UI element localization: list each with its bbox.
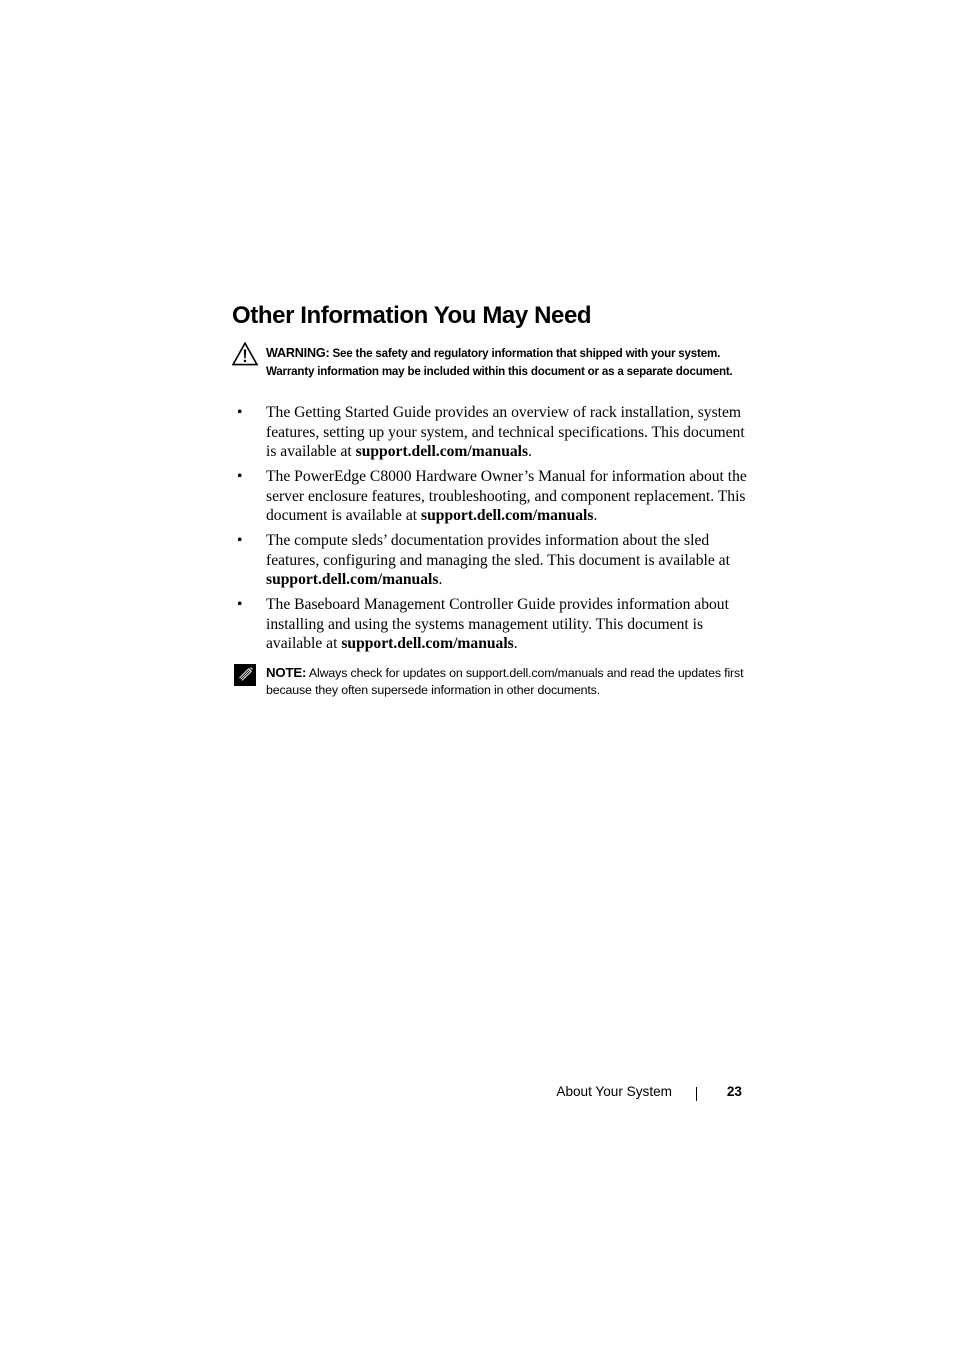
manuals-link[interactable]: support.dell.com/manuals [355,443,529,460]
footer-section-title: About Your System [556,1084,672,1099]
bullet-marker: • [237,532,243,549]
note-manuals-link[interactable]: support.dell.com/manuals [465,666,604,680]
bullet-marker: • [237,404,243,421]
list-item-period: . [593,507,598,524]
warning-triangle-icon [232,342,258,366]
note-body-start: Always check for updates on [306,666,466,680]
footer-divider [696,1087,697,1101]
warning-label: WARNING: [266,346,330,360]
list-item-period: . [528,443,532,460]
page-number: 23 [726,1084,742,1099]
page-heading: Other Information You May Need [232,302,592,329]
note-pencil-icon [234,664,256,686]
warning-text [266,345,752,381]
list-item [237,531,752,590]
list-item-period: . [438,571,443,588]
manuals-link[interactable]: support.dell.com/manuals [341,635,514,652]
list-item-text: The PowerEdge C8000 Hardware Owner’s Manual for information about the server enclosure features, troubleshooting, and component replacement. This document is available at [266,468,747,524]
list-item-text: The Baseboard Management Controller Guide provides information about installing and using the systems management utility. This document is available at [266,596,729,652]
bullet-marker: • [237,596,243,613]
manuals-link[interactable]: support.dell.com/manuals [421,507,594,524]
warning-body: See the safety and regulatory information that shipped with your system. Warranty information may be included within this document or as a separate document. [266,347,733,378]
info-list [237,403,752,659]
page-footer [540,1084,742,1104]
bullet-marker: • [237,468,243,485]
note-body-end: and read the updates first because they often supersede information in other documents. [266,666,744,698]
list-item [237,467,752,526]
list-item-period: . [513,635,518,652]
list-item [237,595,752,654]
manuals-link[interactable]: support.dell.com/manuals [266,571,439,588]
list-item [237,403,752,462]
list-item-text: The Getting Started Guide provides an overview of rack installation, system features, setting up your system, and technical specifications. This document is available at [266,404,745,460]
note-text [266,664,752,699]
list-item-text: The compute sleds’ documentation provides information about the sled features, configuring and managing the sled. This document is available at [266,532,730,569]
note-label: NOTE: [266,665,307,680]
